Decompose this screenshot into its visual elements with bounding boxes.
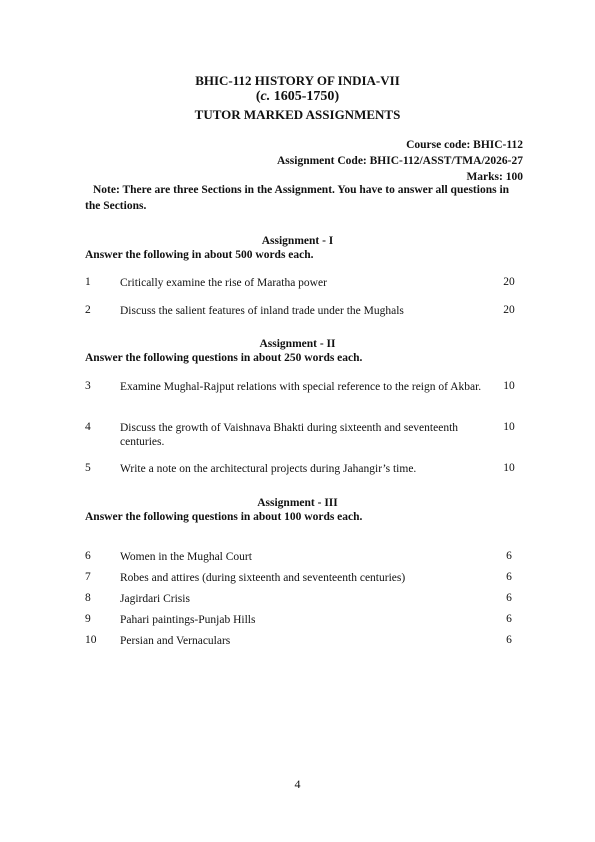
question-text: Robes and attires (during sixteenth and seventeenth centuries) bbox=[120, 572, 406, 584]
question-number: 7 bbox=[85, 571, 91, 583]
question-number: 9 bbox=[85, 613, 91, 625]
course-title: BHIC-112 HISTORY OF INDIA-VII bbox=[195, 73, 400, 88]
question-number: 6 bbox=[85, 550, 91, 562]
question-marks: 6 bbox=[506, 550, 512, 562]
course-code: Course code: BHIC-112 bbox=[406, 139, 523, 151]
question-number: 5 bbox=[85, 462, 91, 474]
question-marks: 20 bbox=[503, 304, 515, 316]
question-marks: 10 bbox=[503, 380, 515, 392]
question-marks: 10 bbox=[503, 421, 515, 433]
section-instruction-1: Answer the following in about 500 words each. bbox=[85, 249, 314, 261]
question-row bbox=[0, 421, 595, 451]
page-number: 4 bbox=[294, 777, 301, 791]
section-title-1: Assignment - I bbox=[261, 235, 334, 247]
question-row bbox=[0, 634, 595, 650]
question-marks: 6 bbox=[506, 634, 512, 646]
question-text: Pahari paintings-Punjab Hills bbox=[120, 614, 256, 626]
question-row bbox=[0, 550, 595, 566]
question-text: Persian and Vernaculars bbox=[120, 635, 231, 647]
period-range: 1605-1750 bbox=[273, 89, 335, 104]
question-text: Examine Mughal-Rajput relations with special reference to the reign of Akbar. bbox=[120, 381, 482, 393]
marks-total: Marks: 100 bbox=[466, 171, 523, 183]
question-row bbox=[0, 380, 595, 410]
question-text: Discuss the salient features of inland trade under the Mughals bbox=[120, 305, 404, 317]
question-row bbox=[0, 462, 595, 478]
section-title-3: Assignment - III bbox=[257, 497, 338, 509]
question-marks: 6 bbox=[506, 613, 512, 625]
question-number: 10 bbox=[85, 634, 97, 646]
question-text: Critically examine the rise of Maratha power bbox=[120, 277, 327, 289]
question-row bbox=[0, 592, 595, 608]
period-prefix: c. bbox=[260, 89, 271, 104]
assignment-code: Assignment Code: BHIC-112/ASST/TMA/2026-27 bbox=[277, 155, 523, 167]
question-row bbox=[0, 276, 595, 292]
question-row bbox=[0, 613, 595, 629]
question-number: 8 bbox=[85, 592, 91, 604]
question-number: 2 bbox=[85, 304, 91, 316]
question-number: 1 bbox=[85, 276, 91, 288]
question-text: Jagirdari Crisis bbox=[120, 593, 190, 605]
question-number: 4 bbox=[85, 421, 91, 433]
question-marks: 6 bbox=[506, 592, 512, 604]
question-row bbox=[0, 304, 595, 320]
section-instruction-2: Answer the following questions in about 250 words each. bbox=[85, 352, 363, 364]
section-instruction-3: Answer the following questions in about 100 words each. bbox=[85, 511, 363, 523]
period-line: (c. 1605-1750) bbox=[255, 89, 340, 104]
question-marks: 6 bbox=[506, 571, 512, 583]
question-marks: 10 bbox=[503, 462, 515, 474]
question-text: Women in the Mughal Court bbox=[120, 551, 252, 563]
question-number: 3 bbox=[85, 380, 91, 392]
question-text: Write a note on the architectural projects during Jahangir’s time. bbox=[120, 463, 417, 475]
doc-type-heading: TUTOR MARKED ASSIGNMENTS bbox=[194, 107, 401, 122]
question-row bbox=[0, 571, 595, 587]
instructions-note: Note: There are three Sections in the Assignment. You have to answer all questions in the Sections. bbox=[85, 184, 510, 212]
section-title-2: Assignment - II bbox=[259, 338, 336, 350]
question-text: Discuss the growth of Vaishnava Bhakti during sixteenth and seventeenth centuries. bbox=[120, 422, 459, 448]
question-marks: 20 bbox=[503, 276, 515, 288]
